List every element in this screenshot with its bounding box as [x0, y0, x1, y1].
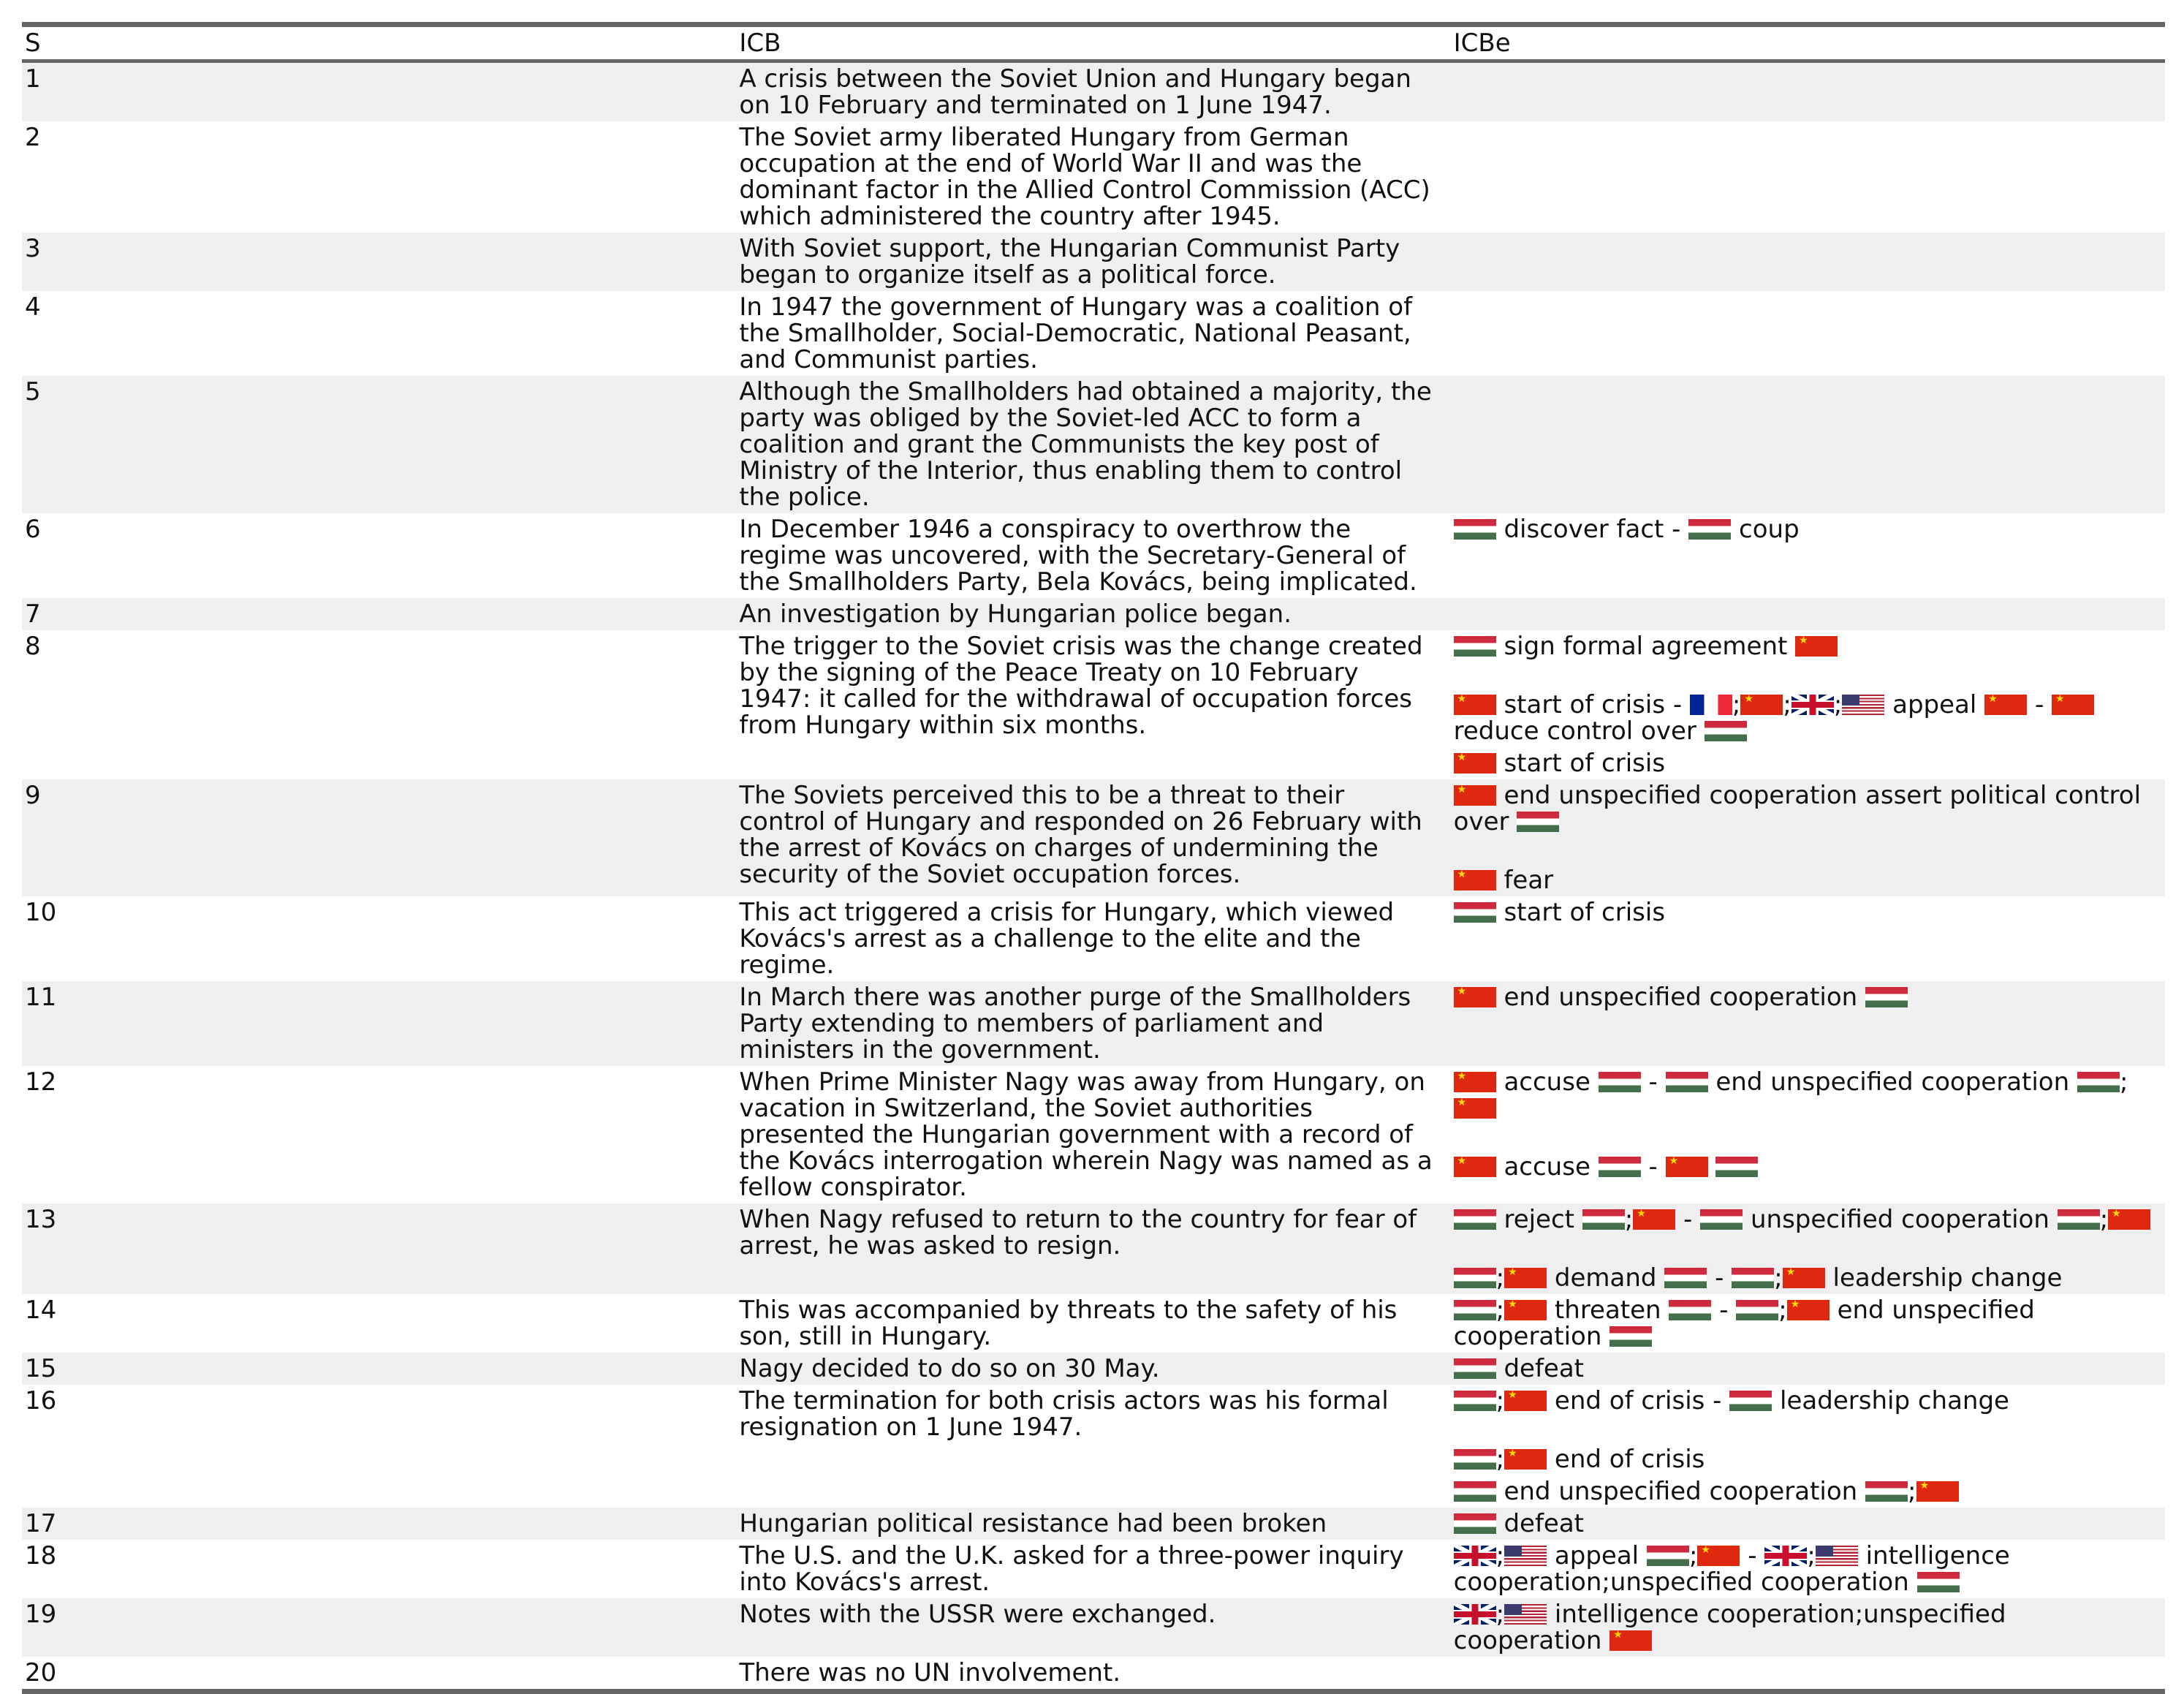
event-text: -: [1711, 1296, 1737, 1325]
table-row: [22, 1598, 2165, 1657]
flag-usa-icon: [1504, 1546, 1547, 1566]
flag-hungary-icon: [1454, 519, 1496, 540]
flag-hungary-icon: [1582, 1209, 1625, 1230]
sentence-number: 13: [22, 1203, 736, 1294]
event-text: unspecified cooperation: [1743, 1205, 2058, 1234]
icb-sentence: A crisis between the Soviet Union and Hungary began on 10 February and terminated on 1 June 1947.: [736, 61, 1450, 122]
icbe-events: [1451, 1353, 2165, 1385]
event-text: demand: [1547, 1263, 1665, 1293]
flag-red-star-icon: [1783, 1268, 1825, 1288]
flag-uk-icon: [1454, 1604, 1496, 1625]
flag-red-star-icon: [1454, 753, 1496, 774]
flag-red-star-icon: [1633, 1209, 1675, 1230]
event-text: -: [1640, 1152, 1666, 1181]
flag-red-star-icon: [1787, 1300, 1830, 1320]
icbe-events: [1451, 1294, 2165, 1353]
event-text: ;: [2119, 1067, 2128, 1097]
icbe-events: [1451, 61, 2165, 122]
icbe-events: [1451, 598, 2165, 630]
flag-uk-icon: [1764, 1546, 1807, 1566]
flag-hungary-icon: [1454, 1268, 1496, 1288]
flag-hungary-icon: [1454, 636, 1496, 657]
event-text: -: [2027, 690, 2052, 719]
icb-sentence: Nagy decided to do so on 30 May.: [736, 1353, 1450, 1385]
sentence-number: 14: [25, 1296, 57, 1325]
event-text: ;: [1783, 690, 1791, 719]
icb-sentence: When Nagy refused to return to the country for fear of arrest, he was asked to resign.: [736, 1203, 1450, 1294]
flag-hungary-icon: [1715, 1157, 1758, 1177]
flag-red-star-icon: [1454, 870, 1496, 891]
icbe-events: [1451, 1657, 2165, 1692]
flag-hungary-icon: [1454, 1481, 1496, 1502]
event-text: discover fact -: [1495, 515, 1689, 544]
event-line: [1454, 750, 2162, 776]
icbe-events: [1451, 1066, 2165, 1203]
icbe-events: [1451, 1540, 2165, 1598]
event-text: accuse: [1495, 1152, 1599, 1181]
flag-red-star-icon: [1916, 1481, 1959, 1502]
flag-uk-icon: [1454, 1546, 1496, 1566]
event-text: end unspecified cooperation: [1495, 983, 1866, 1012]
icb-sentence: This was accompanied by threats to the safety of his son, still in Hungary.: [739, 1296, 1398, 1351]
event-line: [1454, 1355, 2162, 1382]
flag-red-star-icon: [1454, 1098, 1496, 1119]
icb-sentence: There was no UN involvement.: [739, 1658, 1121, 1687]
event-text: defeat: [1495, 1354, 1585, 1383]
flag-hungary-icon: [1705, 721, 1747, 741]
flag-red-star-icon: [1454, 987, 1496, 1007]
event-line: [1454, 984, 2162, 1010]
table-row: [22, 1203, 2165, 1294]
flag-hungary-icon: [1664, 1268, 1707, 1288]
event-text: defeat: [1495, 1509, 1585, 1538]
sentence-number: 7: [22, 598, 736, 630]
sentence-number: 11: [22, 981, 736, 1066]
header-s: S: [22, 25, 736, 61]
sentence-number: 19: [22, 1598, 736, 1657]
event-text: ;: [1908, 1477, 1916, 1506]
event-text: ;: [1495, 1296, 1505, 1325]
icbe-events: [1451, 1598, 2165, 1657]
table-row: [22, 291, 2165, 376]
event-line: [1454, 1154, 2162, 1180]
sentence-number: 16: [25, 1386, 57, 1415]
event-text: accuse: [1495, 1067, 1599, 1097]
flag-hungary-icon: [1917, 1572, 1960, 1592]
flag-usa-icon: [1816, 1546, 1858, 1566]
event-line: [1454, 1265, 2162, 1291]
table-row: [22, 630, 2165, 779]
event-text: start of crisis -: [1495, 690, 1690, 719]
event-line: [1454, 1601, 2162, 1654]
icbe-events: [1451, 981, 2165, 1066]
event-text: ;: [1774, 1263, 1783, 1293]
event-text: ;: [1833, 690, 1843, 719]
flag-hungary-icon: [1454, 1513, 1496, 1534]
flag-red-star-icon: [1666, 1157, 1708, 1177]
event-text: ;: [2099, 1205, 2109, 1234]
event-text: -: [1740, 1541, 1765, 1570]
sentence-number: 6: [25, 515, 41, 544]
event-line: [1454, 867, 2162, 893]
flag-red-star-icon: [1795, 636, 1838, 657]
event-text: -: [1675, 1205, 1701, 1234]
table-row: [22, 232, 2165, 291]
flag-hungary-icon: [1865, 987, 1908, 1007]
event-line: [1454, 692, 2162, 744]
flag-red-star-icon: [1504, 1391, 1547, 1411]
icb-sentence: In March there was another purge of the Smallholders Party extending to members of parliament and ministers in the government.: [736, 981, 1450, 1066]
event-text: intelligence cooperation;unspecified cooperation: [1453, 1541, 2010, 1597]
flag-hungary-icon: [1729, 1391, 1772, 1411]
table-row: [22, 779, 2165, 896]
sentence-number: 20: [25, 1658, 57, 1687]
flag-hungary-icon: [1736, 1300, 1778, 1320]
icb-sentence: In December 1946 a conspiracy to overthrow the regime was uncovered, with the Secretary-General of the Smallholders Party, Bela Kovács, being implicated.: [739, 515, 1417, 597]
flag-hungary-icon: [1454, 1391, 1496, 1411]
event-text: ;: [1807, 1541, 1816, 1570]
event-line: [1454, 1478, 2162, 1505]
event-text: ;: [1688, 1541, 1698, 1570]
event-text: appeal: [1547, 1541, 1647, 1570]
icb-sentence: In 1947 the government of Hungary was a coalition of the Smallholder, Social-Democratic, National Peasant, and Communist parties.: [739, 292, 1413, 374]
header-icb: ICB: [736, 25, 1450, 61]
header-icbe: ICBe: [1451, 25, 2165, 61]
flag-hungary-icon: [1669, 1300, 1711, 1320]
icb-sentence: Hungarian political resistance had been broken: [736, 1508, 1450, 1540]
event-text: ;: [1495, 1600, 1505, 1629]
flag-hungary-icon: [1599, 1072, 1641, 1092]
table-row: [22, 61, 2165, 122]
event-line: [1454, 1069, 2162, 1122]
table-row: [22, 981, 2165, 1066]
event-text: leadership change: [1772, 1386, 2009, 1415]
event-text: reduce control over: [1453, 716, 1705, 746]
event-line: [1454, 516, 2162, 542]
icb-sentence: This act triggered a crisis for Hungary, which viewed Kovács's arrest as a challenge to the elite and the regime.: [739, 898, 1395, 980]
icb-sentence: The trigger to the Soviet crisis was the change created by the signing of the Peace Treaty on 10 February 1947: it called for the withdrawal of occupation forces from Hungary within six months.: [739, 632, 1423, 740]
sentence-number: 8: [25, 632, 41, 661]
table-row: [22, 1353, 2165, 1385]
icbe-events: [1451, 1385, 2165, 1508]
flag-red-star-icon: [1454, 1072, 1496, 1092]
icb-sentence: Notes with the USSR were exchanged.: [736, 1598, 1450, 1657]
flag-hungary-icon: [1454, 902, 1496, 923]
flag-hungary-icon: [1865, 1481, 1908, 1502]
flag-red-star-icon: [1504, 1300, 1547, 1320]
event-text: -: [1640, 1067, 1666, 1097]
icb-sentence: An investigation by Hungarian police began.: [736, 598, 1450, 630]
icb-sentence: The U.S. and the U.K. asked for a three-power inquiry into Kovács's arrest.: [739, 1541, 1404, 1597]
event-text: ;: [1495, 1445, 1505, 1474]
table-row: [22, 1294, 2165, 1353]
event-line: [1454, 1543, 2162, 1595]
flag-red-star-icon: [1454, 695, 1496, 715]
flag-hungary-icon: [1454, 1300, 1496, 1320]
flag-red-star-icon: [1504, 1268, 1547, 1288]
event-line: [1454, 633, 2162, 659]
event-line: [1454, 1297, 2162, 1350]
flag-hungary-icon: [1700, 1209, 1743, 1230]
event-text: intelligence cooperation;unspecified cooperation: [1453, 1600, 2006, 1655]
event-line: [1454, 1510, 2162, 1537]
flag-hungary-icon: [1454, 1358, 1496, 1379]
flag-red-star-icon: [1454, 1157, 1496, 1177]
icbe-events: [1451, 1203, 2165, 1294]
sentence-number: 12: [25, 1067, 57, 1097]
icbe-events: [1451, 232, 2165, 291]
icbe-events: [1451, 896, 2165, 981]
event-text: start of crisis: [1495, 898, 1666, 927]
table-row: [22, 1540, 2165, 1598]
flag-red-star-icon: [1454, 785, 1496, 806]
flag-hungary-icon: [1517, 812, 1559, 832]
flag-hungary-icon: [1688, 519, 1731, 540]
icb-sentence: The termination for both crisis actors was his formal resignation on 1 June 1947.: [739, 1386, 1389, 1442]
event-line: [1454, 899, 2162, 926]
icb-sentence: The Soviets perceived this to be a threat to their control of Hungary and responded on 26 February with the arrest of Kovács on charges of undermining the security of the Soviet occupation forces.: [736, 779, 1450, 896]
sentence-number: 4: [25, 292, 41, 322]
flag-red-star-icon: [1609, 1630, 1652, 1651]
sentence-number: 3: [22, 232, 736, 291]
event-text: end unspecified cooperation assert political control over: [1453, 781, 2142, 836]
event-text: end unspecified cooperation: [1453, 1296, 2035, 1351]
icb-sentence: With Soviet support, the Hungarian Communist Party began to organize itself as a political force.: [736, 232, 1450, 291]
event-text: end unspecified cooperation: [1495, 1477, 1866, 1506]
table-row: [22, 896, 2165, 981]
event-text: ;: [1495, 1263, 1505, 1293]
table-body: [22, 61, 2165, 1692]
sentence-number: 2: [25, 123, 41, 152]
icbe-events: [1451, 779, 2165, 896]
flag-hungary-icon: [1599, 1157, 1641, 1177]
icbe-events: [1451, 376, 2165, 513]
icb-sentence: The Soviet army liberated Hungary from German occupation at the end of World War II and was the dominant factor in the Allied Control Commission (ACC) which administered the country after 1945.: [739, 123, 1430, 231]
flag-red-star-icon: [1984, 695, 2027, 715]
events-table: [22, 22, 2165, 1694]
event-text: end of crisis -: [1547, 1386, 1730, 1415]
icbe-events: [1451, 291, 2165, 376]
sentence-number: 1: [22, 61, 736, 122]
sentence-number: 9: [22, 779, 736, 896]
event-line: [1454, 1446, 2162, 1472]
table-row: [22, 376, 2165, 513]
flag-red-star-icon: [1740, 695, 1783, 715]
event-text: [1708, 1152, 1716, 1181]
sentence-number: 10: [25, 898, 57, 927]
event-text: end of crisis: [1547, 1445, 1705, 1474]
flag-hungary-icon: [1454, 1209, 1496, 1230]
flag-france-icon: [1690, 695, 1732, 715]
event-text: ;: [1495, 1386, 1505, 1415]
sentence-number: 17: [22, 1508, 736, 1540]
table-row: [22, 513, 2165, 598]
icb-sentence: When Prime Minister Nagy was away from Hungary, on vacation in Switzerland, the Soviet authorities presented the Hungarian government with a record of the Kovács interrogation wherein Nagy was named as a fellow conspirator.: [739, 1067, 1433, 1202]
icbe-events: [1451, 1508, 2165, 1540]
flag-hungary-icon: [1609, 1326, 1652, 1347]
sentence-number: 5: [22, 376, 736, 513]
sentence-number: 15: [22, 1353, 736, 1385]
header-row: [22, 25, 2165, 61]
table-row: [22, 1385, 2165, 1508]
flag-hungary-icon: [1647, 1546, 1689, 1566]
flag-red-star-icon: [2108, 1209, 2150, 1230]
event-text: sign formal agreement: [1495, 632, 1796, 661]
flag-hungary-icon: [1454, 1449, 1496, 1470]
icbe-events: [1451, 121, 2165, 232]
icbe-events: [1451, 513, 2165, 598]
event-text: threaten: [1547, 1296, 1669, 1325]
event-text: coup: [1731, 515, 1800, 544]
event-text: fear: [1495, 866, 1554, 895]
flag-hungary-icon: [2058, 1209, 2100, 1230]
event-text: start of crisis: [1495, 749, 1666, 778]
event-text: end unspecified cooperation: [1707, 1067, 2077, 1097]
icbe-events: [1451, 630, 2165, 779]
event-text: leadership change: [1824, 1263, 2063, 1293]
flag-uk-icon: [1791, 695, 1834, 715]
sentence-number: 18: [25, 1541, 57, 1570]
table-row: [22, 1508, 2165, 1540]
event-line: [1454, 1388, 2162, 1414]
table-row: [22, 1657, 2165, 1692]
event-text: reject: [1495, 1205, 1582, 1234]
event-text: ;: [1495, 1541, 1505, 1570]
flag-hungary-icon: [2077, 1072, 2120, 1092]
flag-hungary-icon: [1666, 1072, 1708, 1092]
event-text: ;: [1778, 1296, 1787, 1325]
event-text: -: [1707, 1263, 1732, 1293]
flag-usa-icon: [1842, 695, 1884, 715]
icb-sentence: Although the Smallholders had obtained a majority, the party was obliged by the Soviet-led ACC to form a coalition and grant the Communists the key post of Ministry of the Interior, thus enabling them to control the police.: [736, 376, 1450, 513]
table-row: [22, 1066, 2165, 1203]
flag-hungary-icon: [1732, 1268, 1774, 1288]
flag-red-star-icon: [2052, 695, 2094, 715]
event-text: ;: [1732, 690, 1741, 719]
table-row: [22, 598, 2165, 630]
table-row: [22, 121, 2165, 232]
event-text: appeal: [1884, 690, 1985, 719]
flag-red-star-icon: [1504, 1449, 1547, 1470]
flag-red-star-icon: [1697, 1546, 1740, 1566]
event-text: ;: [1624, 1205, 1634, 1234]
event-line: [1454, 782, 2162, 835]
event-line: [1454, 1206, 2162, 1233]
flag-usa-icon: [1504, 1604, 1547, 1625]
